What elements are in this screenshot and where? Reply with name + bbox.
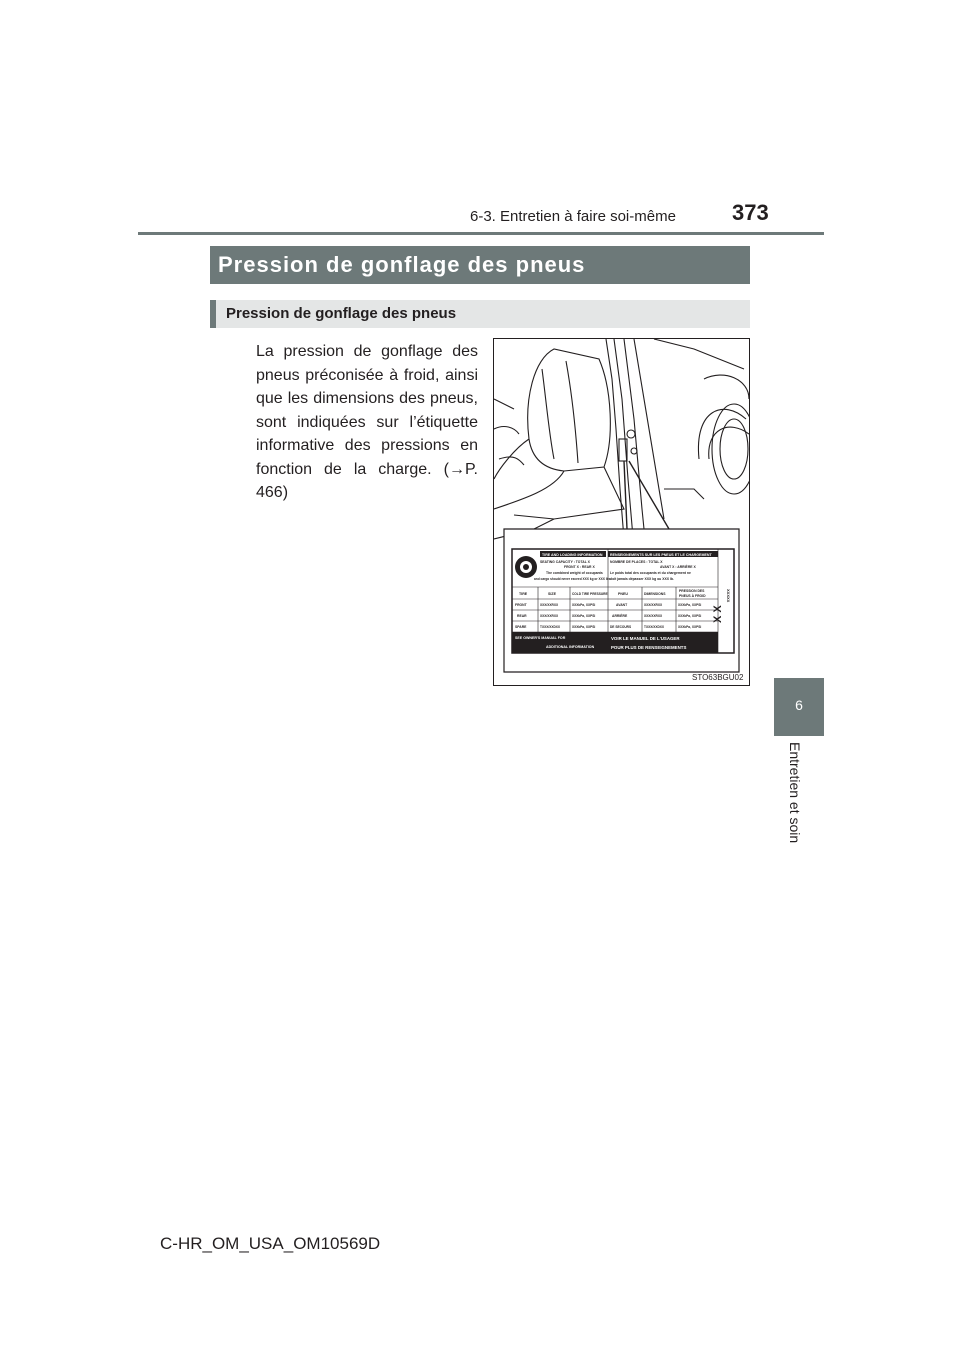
label-row-front-psi: XXXkPa, XXPSI bbox=[572, 603, 596, 607]
label-col-cold: COLD TIRE PRESSURE bbox=[572, 592, 608, 596]
label-row-front: FRONT bbox=[515, 603, 527, 607]
label-col-pression-2: PNEUS À FROID bbox=[679, 594, 706, 598]
label-row-secours-dim: TXXX/XXDXX bbox=[644, 625, 665, 629]
label-row-spare: SPARE bbox=[515, 625, 527, 629]
label-en-front-rear: FRONT X : REAR X bbox=[564, 565, 595, 569]
label-row-secours: DE SECOURS bbox=[610, 625, 632, 629]
label-en-weight-2: and cargo should never exceed XXX kg or XXX lbs. bbox=[534, 577, 612, 581]
label-en-header: TIRE AND LOADING INFORMATION bbox=[542, 553, 603, 557]
label-row-arriere-dim: XXX/XXRXX bbox=[644, 614, 663, 618]
callout-lines bbox=[624, 461, 669, 529]
label-row-front-size: XXX/XXRXX bbox=[540, 603, 559, 607]
label-row-spare-psi: XXXkPa, XXPSI bbox=[572, 625, 596, 629]
label-row-avant: AVANT bbox=[616, 603, 628, 607]
illustration-code: STO63BGU02 bbox=[692, 673, 744, 682]
label-fr-footer-2: POUR PLUS DE RENSEIGNEMENTS bbox=[611, 645, 687, 650]
section-title-bar bbox=[210, 246, 750, 284]
label-fr-weight-2: doit jamais dépasser XXX kg ou XXX lb. bbox=[610, 577, 674, 581]
header-divider bbox=[138, 232, 824, 235]
tire-label-illustration bbox=[493, 338, 750, 686]
label-side-big: X X bbox=[712, 605, 724, 623]
label-row-arriere-psi: XXXkPa, XXPSI bbox=[678, 614, 702, 618]
subsection-accent bbox=[210, 300, 216, 328]
label-en-footer-1: SEE OWNER'S MANUAL FOR bbox=[515, 636, 566, 640]
label-fr-footer-1: VOIR LE MANUEL DE L'USAGER bbox=[611, 636, 680, 641]
label-col-pression-1: PRESSION DES bbox=[679, 589, 705, 593]
label-col-tire: TIRE bbox=[519, 592, 528, 596]
label-fr-header: RENSEIGNEMENTS SUR LES PNEUS ET LE CHARGEMENT bbox=[610, 553, 712, 557]
label-col-dimensions: DIMENSIONS bbox=[644, 592, 666, 596]
label-row-avant-dim: XXX/XXRXX bbox=[644, 603, 663, 607]
label-col-pneu: PNEU bbox=[618, 592, 628, 596]
subsection-title-bar bbox=[210, 300, 750, 328]
label-row-avant-psi: XXXkPa, XXPSI bbox=[678, 603, 702, 607]
label-fr-weight-1: Le poids total des occupants et du chargement ne bbox=[610, 571, 691, 575]
label-col-size: SIZE bbox=[548, 592, 556, 596]
chapter-tab-number: 6 bbox=[774, 678, 824, 736]
label-row-rear-size: XXX/XXRXX bbox=[540, 614, 559, 618]
body-paragraph: La pression de gonflage des pneus préconisée à froid, ainsi que les dimensions des pneus, sont indiquées sur l’étiquette informative des pressions en fonction de la charge. (→P. 466) bbox=[256, 343, 478, 501]
label-row-rear-psi: XXXkPa, XXPSI bbox=[572, 614, 596, 618]
document-footer: C-HR_OM_USA_OM10569D bbox=[160, 1234, 381, 1253]
label-row-spare-size: TXXX/XXDXX bbox=[540, 625, 561, 629]
label-side-code: XXXXX bbox=[726, 589, 731, 603]
tire-icon bbox=[515, 556, 537, 578]
label-row-rear: REAR bbox=[517, 614, 527, 618]
car-interior-drawing bbox=[494, 339, 749, 549]
label-en-footer-2: ADDITIONAL INFORMATION bbox=[546, 645, 595, 649]
header-section-title: 6-3. Entretien à faire soi-même bbox=[470, 208, 676, 225]
chapter-tab-label: Entretien et soin bbox=[787, 742, 803, 844]
label-fr-avant: AVANT X : ARRIÈRE X bbox=[660, 565, 696, 569]
illustration-svg bbox=[494, 339, 749, 685]
section-title: Pression de gonflage des pneus bbox=[218, 252, 586, 277]
subsection-title: Pression de gonflage des pneus bbox=[226, 305, 457, 322]
label-en-weight-1: The combined weight of occupants bbox=[546, 571, 603, 575]
page-number: 373 bbox=[732, 200, 769, 225]
label-fr-places: NOMBRE DE PLACES : TOTAL X bbox=[610, 560, 663, 564]
label-row-secours-psi: XXXkPa, XXPSI bbox=[678, 625, 702, 629]
label-en-capacity: SEATING CAPACITY : TOTAL X bbox=[540, 560, 590, 564]
label-row-arriere: ARRIÈRE bbox=[612, 614, 628, 618]
